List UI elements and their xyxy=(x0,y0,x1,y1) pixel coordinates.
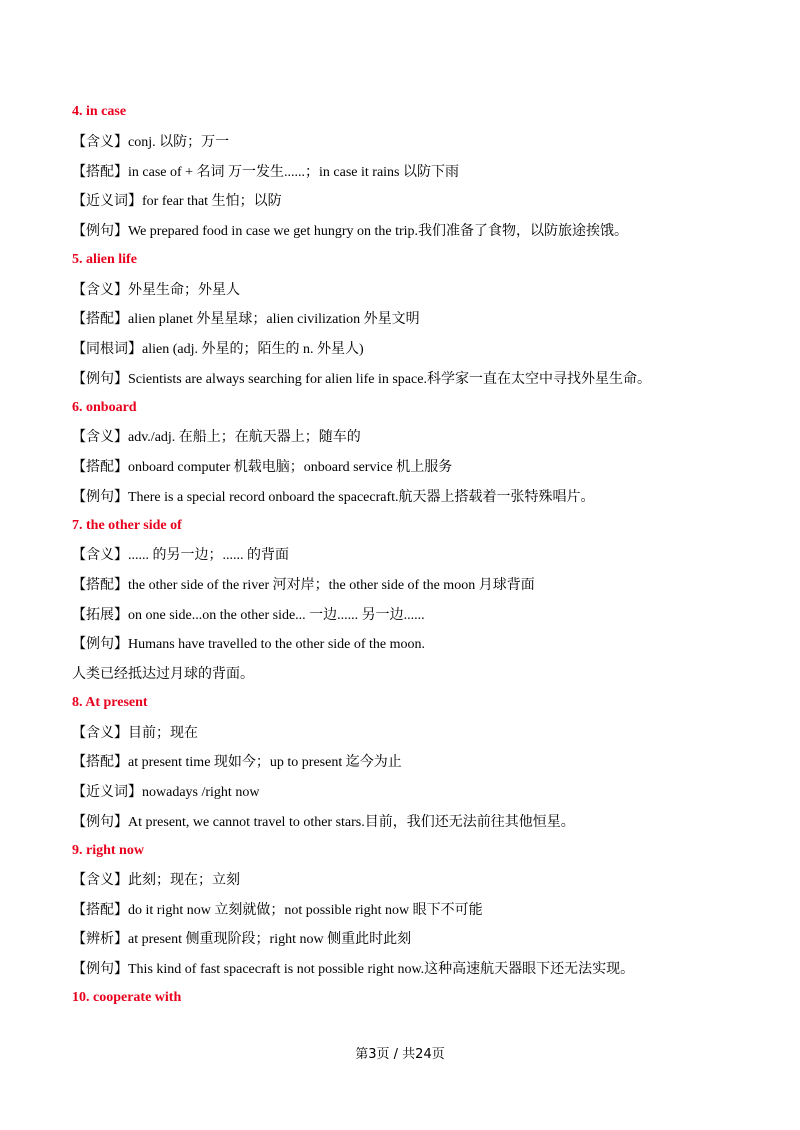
entry-text: Humans have travelled to the other side of the moon. xyxy=(128,637,426,652)
entry-line xyxy=(72,488,732,507)
entry-text: There is a special record onboard the spacecraft.航天器上搭载着一张特殊唱片。 xyxy=(128,490,595,505)
entry-text: This kind of fast spacecraft is not possible right now.这种高速航天器眼下还无法实现。 xyxy=(128,962,635,977)
entry-text: At present, we cannot travel to other stars.目前，我们还无法前往其他恒星。 xyxy=(128,815,575,830)
entry-text: adv./adj. 在船上；在航天器上；随车的 xyxy=(128,430,361,445)
entry-line xyxy=(72,192,732,211)
entry-line xyxy=(72,635,732,654)
section-heading: 10. cooperate with xyxy=(72,990,182,1005)
entry-tag: 【搭配】 xyxy=(72,164,128,180)
entry-tag: 【例句】 xyxy=(72,489,128,505)
page-footer: 第3页 / 共24页 xyxy=(355,1047,445,1062)
entry-line xyxy=(72,901,732,920)
entry-text: 目前；现在 xyxy=(128,725,198,741)
entry-continuation: 人类已经抵达过月球的背面。 xyxy=(72,666,254,682)
entry-text: for fear that 生怕；以防 xyxy=(142,194,282,209)
entry-tag: 【例句】 xyxy=(72,223,128,239)
entry-line xyxy=(72,310,732,329)
entry-line xyxy=(72,930,732,949)
entry-text: nowadays /right now xyxy=(142,785,260,800)
entry-line xyxy=(72,724,732,743)
entry-tag: 【近义词】 xyxy=(72,784,142,800)
entry-text: alien (adj. 外星的；陌生的 n. 外星人) xyxy=(142,342,364,357)
entry-line xyxy=(72,428,732,447)
section-heading: 4. in case xyxy=(72,104,127,119)
entry-text: onboard computer 机载电脑；onboard service 机上服务 xyxy=(128,460,453,475)
entry-line xyxy=(72,783,732,802)
entry-tag: 【例句】 xyxy=(72,961,128,977)
section-heading: 6. onboard xyxy=(72,400,137,415)
entry-tag: 【例句】 xyxy=(72,636,128,652)
entry-tag: 【搭配】 xyxy=(72,577,128,593)
entry-text: Scientists are always searching for alien life in space.科学家一直在太空中寻找外星生命。 xyxy=(128,372,651,387)
entry-tag: 【含义】 xyxy=(72,872,128,888)
entry-text: the other side of the river 河对岸；the other side of the moon 月球背面 xyxy=(128,578,535,593)
entry-line xyxy=(72,370,732,389)
entry-line xyxy=(72,340,732,359)
entry-tag: 【例句】 xyxy=(72,371,128,387)
entry-tag: 【同根词】 xyxy=(72,341,142,357)
entry-line xyxy=(72,281,732,300)
entry-line xyxy=(72,133,732,152)
entry-tag: 【拓展】 xyxy=(72,607,128,623)
section-heading: 5. alien life xyxy=(72,252,137,267)
entry-line xyxy=(72,576,732,595)
entry-tag: 【例句】 xyxy=(72,814,128,830)
entry-tag: 【含义】 xyxy=(72,134,128,150)
entry-line xyxy=(72,753,732,772)
section-heading: 9. right now xyxy=(72,843,144,858)
entry-line xyxy=(72,871,732,890)
entry-line xyxy=(72,546,732,565)
entry-tag: 【搭配】 xyxy=(72,311,128,327)
entry-text: 此刻；现在；立刻 xyxy=(128,872,240,888)
section-heading: 8. At present xyxy=(72,695,148,710)
entry-tag: 【搭配】 xyxy=(72,459,128,475)
entry-tag: 【含义】 xyxy=(72,725,128,741)
entry-tag: 【近义词】 xyxy=(72,193,142,209)
entry-text: We prepared food in case we get hungry on the trip.我们准备了食物，以防旅途挨饿。 xyxy=(128,224,629,239)
entry-text: in case of + 名词 万一发生......；in case it rains 以防下雨 xyxy=(128,165,460,180)
entry-text: ...... 的另一边；...... 的背面 xyxy=(128,548,289,563)
entry-tag: 【搭配】 xyxy=(72,902,128,918)
entry-tag: 【含义】 xyxy=(72,429,128,445)
entry-text: at present 侧重现阶段；right now 侧重此时此刻 xyxy=(128,932,412,947)
entry-text: 外星生命；外星人 xyxy=(128,282,240,298)
entry-line xyxy=(72,960,732,979)
entry-tag: 【辨析】 xyxy=(72,931,128,947)
entry-line xyxy=(72,222,732,241)
entry-tag: 【含义】 xyxy=(72,547,128,563)
entry-text: alien planet 外星星球；alien civilization 外星文明 xyxy=(128,312,420,327)
entry-line xyxy=(72,813,732,832)
entry-line xyxy=(72,606,732,625)
entry-text: on one side...on the other side... 一边...... 另一边...... xyxy=(128,608,425,623)
entry-text: at present time 现如今；up to present 迄今为止 xyxy=(128,755,402,770)
entry-line xyxy=(72,458,732,477)
entry-line xyxy=(72,163,732,182)
entry-tag: 【搭配】 xyxy=(72,754,128,770)
entry-text: conj. 以防；万一 xyxy=(128,135,230,150)
entry-tag: 【含义】 xyxy=(72,282,128,298)
section-heading: 7. the other side of xyxy=(72,518,182,533)
entry-text: do it right now 立刻就做；not possible right now 眼下不可能 xyxy=(128,903,483,918)
